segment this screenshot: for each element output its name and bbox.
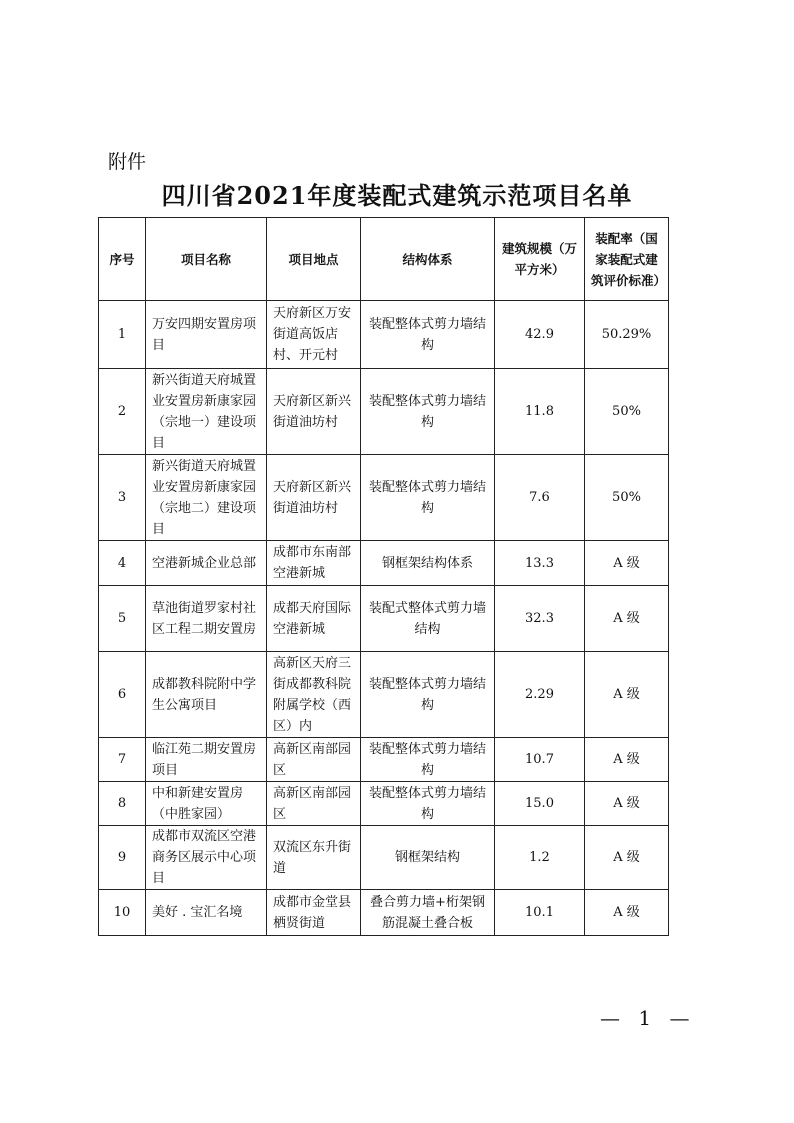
cell-name: 成都市双流区空港商务区展示中心项目: [146, 826, 267, 890]
cell-name: 美好 . 宝汇名境: [146, 890, 267, 936]
cell-structure: 钢框架结构: [361, 826, 495, 890]
table-row: [99, 541, 669, 586]
cell-structure: 钢框架结构体系: [361, 541, 495, 586]
table-row: [99, 455, 669, 541]
table-row: [99, 301, 669, 369]
table-header-row: [99, 218, 669, 301]
cell-structure: 装配整体式剪力墙结构: [361, 455, 495, 541]
header-structure: 结构体系: [361, 218, 495, 301]
table-row: [99, 782, 669, 826]
cell-index: 3: [99, 455, 146, 541]
cell-location: 成都市金堂县栖贤街道: [267, 890, 361, 936]
table-row: [99, 369, 669, 455]
cell-structure: 装配整体式剪力墙结构: [361, 301, 495, 369]
cell-scale: 32.3: [495, 586, 585, 652]
project-table: [98, 217, 669, 936]
header-name: 项目名称: [146, 218, 267, 301]
cell-name: 临江苑二期安置房项目: [146, 738, 267, 782]
document-title: 四川省2021年度装配式建筑示范项目名单: [161, 181, 633, 210]
cell-name: 万安四期安置房项目: [146, 301, 267, 369]
cell-rate: A 级: [585, 541, 669, 586]
cell-index: 5: [99, 586, 146, 652]
cell-location: 高新区南部园区: [267, 738, 361, 782]
cell-location: 高新区天府三街成都教科院附属学校（西区）内: [267, 652, 361, 738]
cell-location: 天府新区新兴街道油坊村: [267, 369, 361, 455]
cell-structure: 装配整体式剪力墙结构: [361, 369, 495, 455]
cell-rate: 50%: [585, 369, 669, 455]
header-index: 序号: [99, 218, 146, 301]
cell-index: 7: [99, 738, 146, 782]
cell-index: 6: [99, 652, 146, 738]
cell-scale: 1.2: [495, 826, 585, 890]
attachment-label: 附件: [108, 151, 147, 173]
cell-rate: A 级: [585, 586, 669, 652]
cell-name: 草池街道罗家村社区工程二期安置房: [146, 586, 267, 652]
cell-index: 1: [99, 301, 146, 369]
cell-rate: 50%: [585, 455, 669, 541]
cell-name: 新兴街道天府城置业安置房新康家园（宗地二）建设项目: [146, 455, 267, 541]
cell-location: 成都天府国际空港新城: [267, 586, 361, 652]
cell-index: 2: [99, 369, 146, 455]
table-row: [99, 738, 669, 782]
header-location: 项目地点: [267, 218, 361, 301]
table-row: [99, 890, 669, 936]
cell-location: 天府新区万安街道高饭店村、开元村: [267, 301, 361, 369]
cell-location: 双流区东升街道: [267, 826, 361, 890]
cell-name: 空港新城企业总部: [146, 541, 267, 586]
header-rate: 装配率（国家装配式建筑评价标准）: [585, 218, 669, 301]
cell-name: 成都教科院附中学生公寓项目: [146, 652, 267, 738]
cell-rate: A 级: [585, 782, 669, 826]
cell-location: 天府新区新兴街道油坊村: [267, 455, 361, 541]
cell-scale: 2.29: [495, 652, 585, 738]
header-scale: 建筑规模（万平方米）: [495, 218, 585, 301]
cell-structure: 装配整体式剪力墙结构: [361, 652, 495, 738]
cell-scale: 11.8: [495, 369, 585, 455]
cell-index: 9: [99, 826, 146, 890]
cell-structure: 装配整体式剪力墙结构: [361, 738, 495, 782]
cell-scale: 10.7: [495, 738, 585, 782]
table-row: [99, 826, 669, 890]
table-row: [99, 652, 669, 738]
cell-scale: 42.9: [495, 301, 585, 369]
cell-scale: 15.0: [495, 782, 585, 826]
page-number: — 1 —: [600, 1006, 696, 1030]
cell-rate: 50.29%: [585, 301, 669, 369]
cell-rate: A 级: [585, 890, 669, 936]
cell-scale: 7.6: [495, 455, 585, 541]
cell-name: 中和新建安置房（中胜家园）: [146, 782, 267, 826]
cell-scale: 10.1: [495, 890, 585, 936]
cell-rate: A 级: [585, 738, 669, 782]
cell-index: 8: [99, 782, 146, 826]
cell-index: 4: [99, 541, 146, 586]
cell-structure: 装配整体式剪力墙结构: [361, 782, 495, 826]
cell-scale: 13.3: [495, 541, 585, 586]
cell-location: 高新区南部园区: [267, 782, 361, 826]
cell-location: 成都市东南部空港新城: [267, 541, 361, 586]
table-row: [99, 586, 669, 652]
cell-rate: A 级: [585, 652, 669, 738]
cell-structure: 叠合剪力墙+桁架钢筋混凝土叠合板: [361, 890, 495, 936]
cell-index: 10: [99, 890, 146, 936]
cell-structure: 装配式整体式剪力墙结构: [361, 586, 495, 652]
cell-name: 新兴街道天府城置业安置房新康家园（宗地一）建设项目: [146, 369, 267, 455]
cell-rate: A 级: [585, 826, 669, 890]
